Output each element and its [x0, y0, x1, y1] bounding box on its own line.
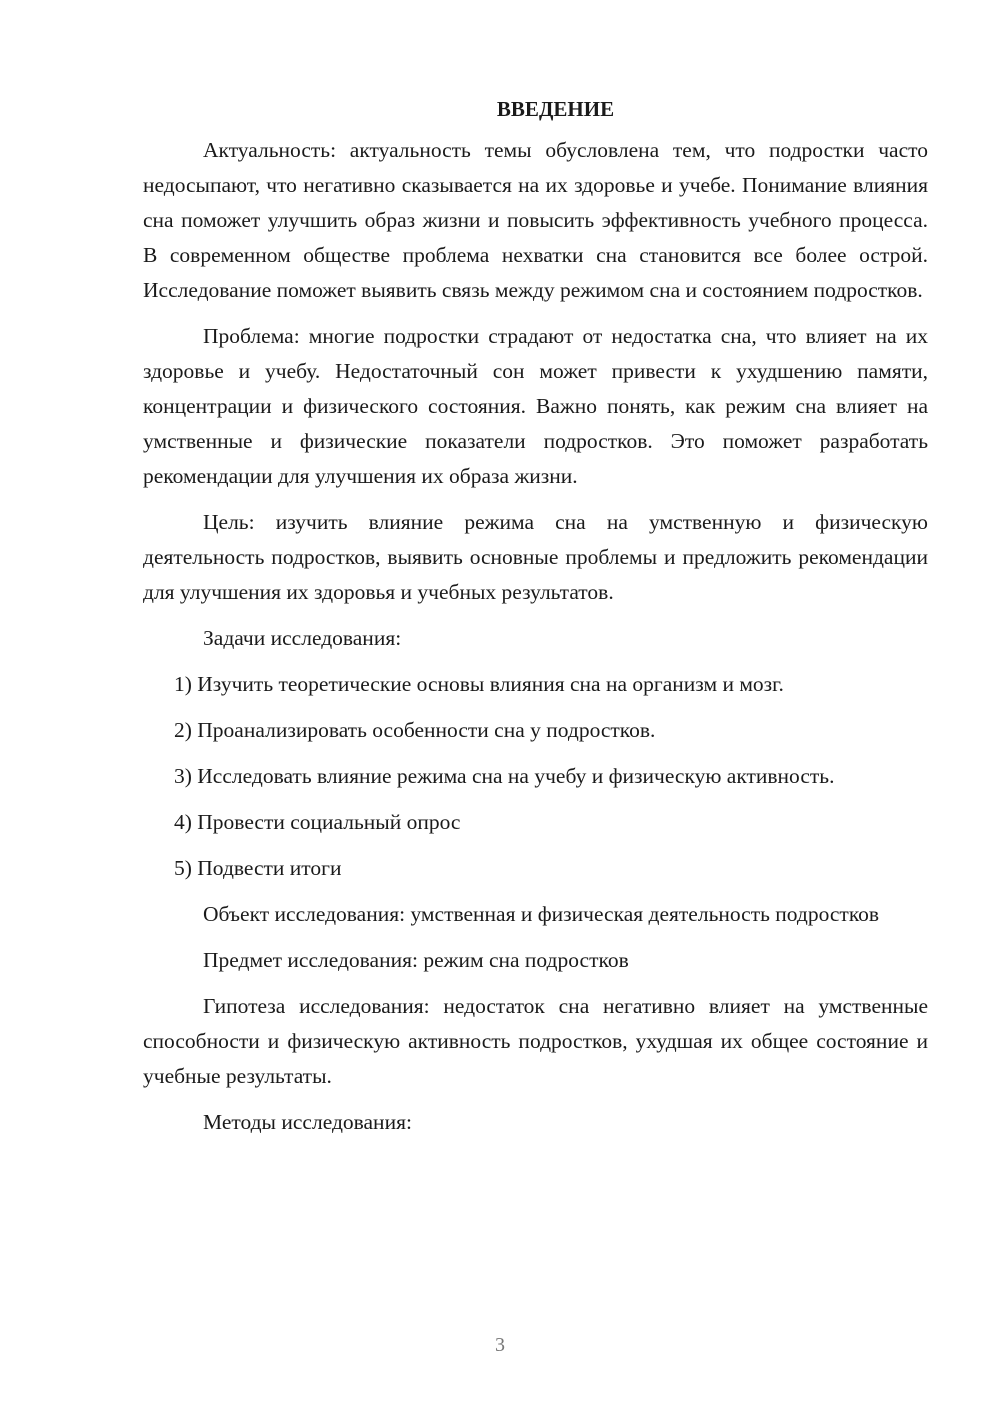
goal-paragraph: Цель: изучить влияние режима сна на умственную и физическую деятельность подростков, выявить основные проблемы и предложить рекомендации для улучшения их здоровья и учебных результатов.	[143, 510, 928, 604]
task-item: 5) Подвести итоги	[174, 856, 342, 880]
tasks-heading: Задачи исследования:	[203, 626, 402, 650]
object-paragraph: Объект исследования: умственная и физическая деятельность подростков	[203, 902, 880, 926]
page-content	[143, 92, 928, 1151]
subject-paragraph: Предмет исследования: режим сна подростков	[203, 948, 629, 972]
hypothesis-paragraph: Гипотеза исследования: недостаток сна негативно влияет на умственные способности и физическую активность подростков, ухудшая их общее состояние и учебные результаты.	[143, 994, 928, 1088]
relevance-paragraph: Актуальность: актуальность темы обусловлена тем, что подростки часто недосыпают, что негативно сказывается на их здоровье и учебе. Понимание влияния сна поможет улучшить образ жизни и повысить эффективность учебного процесса. В современном обществе проблема нехватки сна становится все более острой. Исследование поможет выявить связь между режимом сна и состоянием подростков.	[143, 138, 928, 302]
task-item: 3) Исследовать влияние режима сна на учебу и физическую активность.	[174, 764, 835, 788]
task-item: 1) Изучить теоретические основы влияния сна на организм и мозг.	[174, 672, 784, 696]
page-title: ВВЕДЕНИЕ	[496, 97, 615, 121]
task-item: 2) Проанализировать особенности сна у подростков.	[174, 718, 656, 742]
task-item: 4) Провести социальный опрос	[174, 810, 461, 834]
problem-paragraph: Проблема: многие подростки страдают от недостатка сна, что влияет на их здоровье и учебу. Недостаточный сон может привести к ухудшению памяти, концентрации и физического состояния. Важно понять, как режим сна влияет на умственные и физические показатели подростков. Это поможет разработать рекомендации для улучшения их образа жизни.	[143, 324, 928, 488]
methods-heading: Методы исследования:	[203, 1110, 412, 1134]
page-number: 3	[495, 1334, 505, 1356]
